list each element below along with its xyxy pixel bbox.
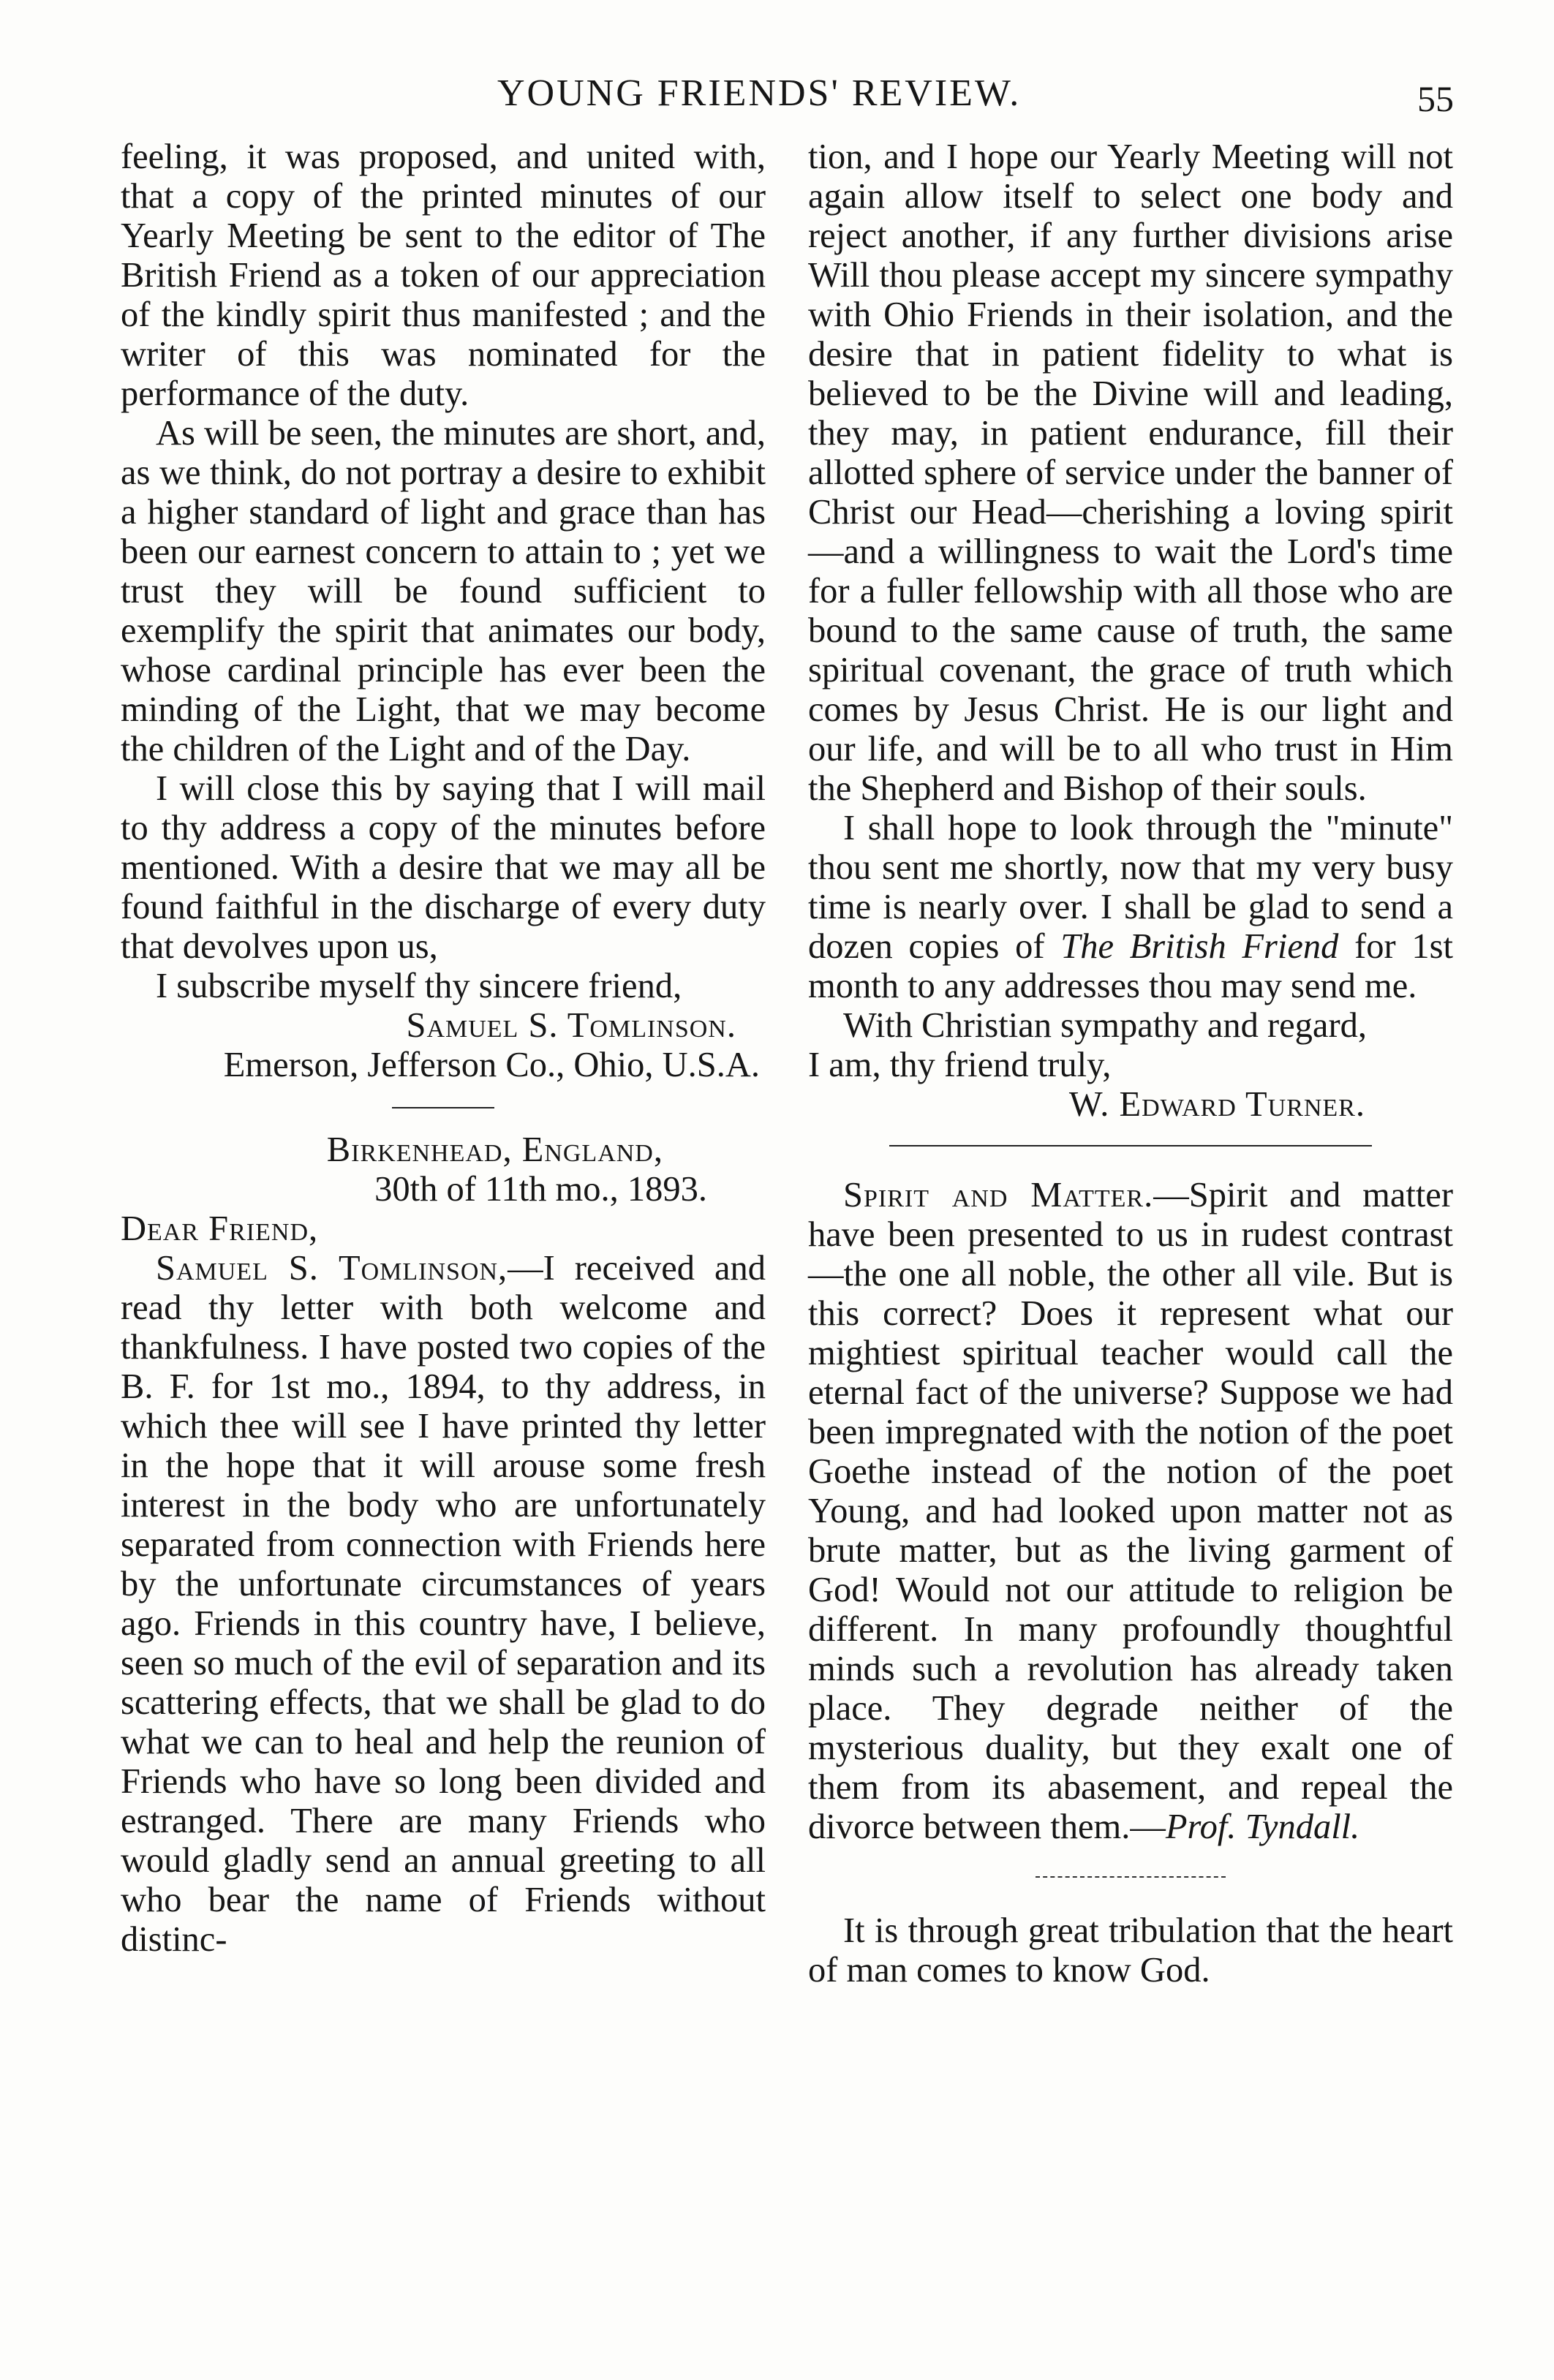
article-author: Prof. Tyndall. [1165, 1807, 1360, 1846]
running-head [0, 72, 1554, 130]
left-column [121, 137, 766, 1960]
addressee-name: Samuel S. Tomlinson, [156, 1249, 508, 1288]
article-body: —Spirit and matter have been presented to us in rudest contrast—the one all noble, the other all vile. But is this correct? Does it represent what our mightiest spiritual teacher would call the eternal fact of the universe? Suppose we had been impregnated with the notion of the poet Goethe instead of the notion of the poet Young, and had looked upon matter not as brute matter, but as the living garment of God! Would not our attitude to religion be different. In many profoundly thoughtful minds such a revolution has already taken place. They degrade neither of the mysterious duality, but they exalt one of them from its abasement, and repeal the divorce between them.— [808, 1176, 1453, 1846]
paragraph: I will close this by saying that I will mail to thy address a copy of the minutes before mentioned. With a desire that we may all be found faithful in the discharge of every duty that devolves upon us, [121, 769, 766, 966]
article-title: Spirit and Matter. [843, 1176, 1154, 1214]
dateline-date: 30th of 11th mo., 1893. [374, 1170, 707, 1209]
closing-maxim: It is through great tribulation that the heart of man comes to know God. [808, 1911, 1453, 1990]
closing-line: I am, thy friend truly, [808, 1046, 1112, 1084]
letter-body: —I received and read thy letter with both welcome and thankfulness. I have posted two copies of the B. F. for 1st mo., 1894, to thy address, in which thee will see I have printed thy letter in the hope that it will arouse some fresh interest in the body who are unfortunately separated from connection with Friends here by the unfortunate circumstances of years ago. Friends in this country have, I believe, seen so much of the evil of separation and its scattering effects, that we shall be glad to do what we can to heal and help the reunion of Friends who have so long been divided and estranged. There are many Friends who would gladly send an annual greeting to all who bear the name of Friends without distinc- [121, 1249, 766, 1959]
paragraph: I shall hope to look through the "minute" thou sent me shortly, now that my very busy time is nearly over. I shall be glad to send a dozen copies of The British Friend for 1st month to any addresses thou may send me. [808, 809, 1453, 1005]
paragraph: As will be seen, the minutes are short, and, as we think, do not portray a desire to exhibit a higher standard of light and grace than has been our earnest concern to attain to ; yet we trust they will be found sufficient to exemplify the spirit that animates our body, whose cardinal principle has ever been the minding of the Light, that we may become the children of the Light and of the Day. [121, 414, 766, 768]
paragraph [121, 1249, 766, 1960]
divider [392, 1107, 494, 1108]
article-spirit-and-matter [808, 1176, 1453, 1847]
page-number: 55 [1417, 78, 1454, 119]
signature: W. Edward Turner. [1068, 1085, 1365, 1124]
paragraph: feeling, it was proposed, and united with, that a copy of the printed minutes of our Yearly Meeting be sent to the editor of The British Friend as a token of our appreciation of the kindly spirit thus manifested ; and the writer of this was nominated for the performance of the duty. [121, 137, 766, 413]
page-title: YOUNG FRIENDS' REVIEW. [497, 72, 1022, 114]
divider [889, 1145, 1372, 1146]
signature: Samuel S. Tomlinson. [406, 1006, 736, 1045]
publication-title: The British Friend [1060, 927, 1339, 966]
divider [1036, 1876, 1226, 1878]
paragraph: tion, and I hope our Yearly Meeting will not again allow itself to select one body and reject another, if any further divisions arise Will thou please accept my sincere sympathy with Ohio Friends in their isolation, and the desire that in patient fidelity to what is believed to be the Divine will and leading, they may, in patient endurance, fill their allotted sphere of service under the banner of Christ our Head—cherishing a loving spirit—and a willingness to wait the Lord's time for a fuller fellowship with all those who are bound to the same cause of truth, the same spiritual covenant, the grace of truth which comes by Jesus Christ. He is our light and our life, and will be to all who trust in Him the Shepherd and Bishop of their souls. [808, 137, 1453, 808]
right-column [808, 137, 1453, 1990]
closing-line: With Christian sympathy and regard, [843, 1006, 1367, 1045]
closing-line: I subscribe myself thy sincere friend, [156, 967, 682, 1005]
address-line: Emerson, Jefferson Co., Ohio, U.S.A. [223, 1046, 760, 1084]
salutation: Dear Friend, [121, 1209, 319, 1248]
dateline-place: Birkenhead, England, [326, 1130, 663, 1169]
